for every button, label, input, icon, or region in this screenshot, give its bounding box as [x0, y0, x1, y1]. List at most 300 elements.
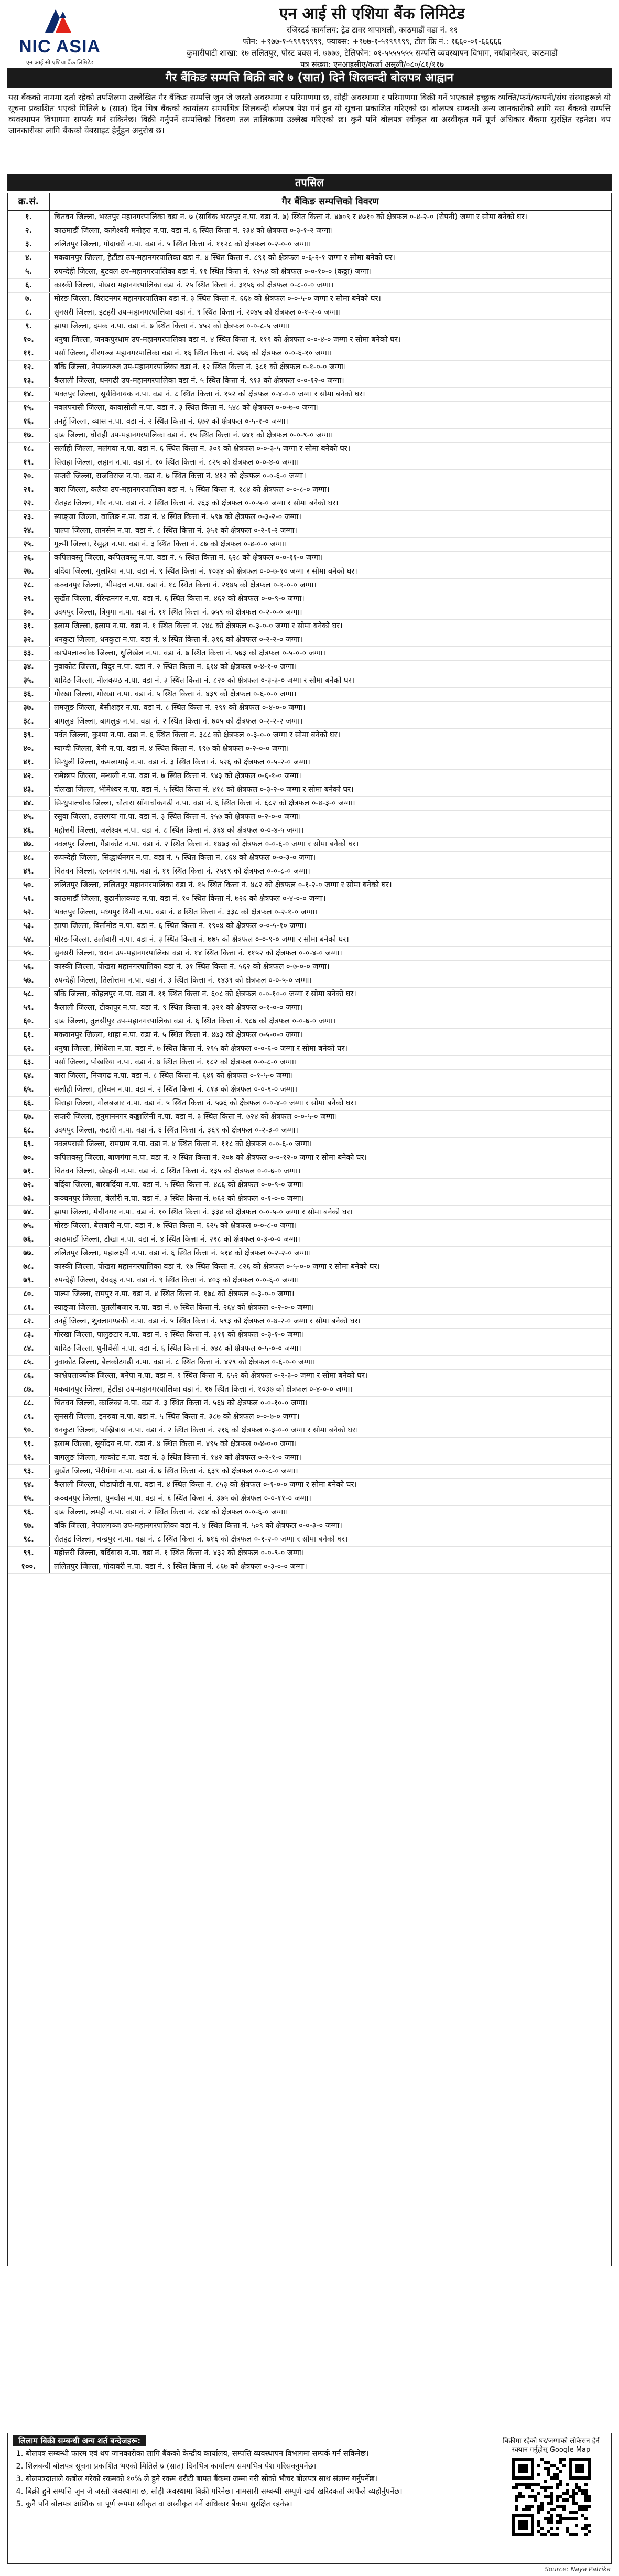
- table-row: [8, 606, 611, 620]
- row-description: उदयपुर जिल्ला, कटारी न.पा. वडा नं. ६ स्थित कित्ता नं. ३६९ को क्षेत्रफल ०-२-३-० जग्गा।: [54, 1126, 298, 1135]
- row-serial: ८०.: [8, 1288, 50, 1301]
- table-row: [8, 661, 611, 674]
- row-serial: ६७.: [8, 1111, 50, 1124]
- row-serial: १५.: [8, 402, 50, 415]
- table-row: [8, 1560, 611, 1574]
- table-row: [8, 715, 611, 729]
- row-serial: ८.: [8, 306, 50, 319]
- row-serial: ३१.: [8, 620, 50, 633]
- row-description: पर्वत जिल्ला, कुश्मा न.पा. वडा नं. ६ स्थित कित्ता नं. ३८८ को क्षेत्रफल ०-३-०-० जग्गा र सोमा बनेको घर।: [54, 731, 341, 739]
- table-row: [8, 633, 611, 647]
- row-description: काभ्रेपलाञ्चोक जिल्ला, धुलिखेल न.पा. वडा नं. ७ स्थित कित्ता नं. ५७३ को क्षेत्रफल ०-५-०-० जग्गा।: [54, 649, 326, 658]
- row-serial: ७३.: [8, 1192, 50, 1205]
- row-serial: ९८.: [8, 1533, 50, 1546]
- table-row: [8, 1479, 611, 1492]
- row-serial: ३०.: [8, 606, 50, 619]
- row-description: स्याङ्जा जिल्ला, वालिङ न.पा. वडा नं. ४ स्थित कित्ता नं. ५९७ को क्षेत्रफल ०-३-२-० जग्गा।: [54, 513, 301, 521]
- row-serial: ३८.: [8, 715, 50, 728]
- row-serial: ६५.: [8, 1083, 50, 1096]
- row-description: कास्की जिल्ला, पोखरा महानगरपालिका वडा नं. ३१ स्थित कित्ता नं. ५६२ को क्षेत्रफल ०-७-०-० जग्गा।: [54, 963, 330, 971]
- table-section-title: तपसिल: [7, 174, 612, 191]
- table-row: [8, 947, 611, 961]
- table-row: [8, 824, 611, 838]
- table-row: [8, 961, 611, 974]
- row-description: चितवन जिल्ला, खैरहनी न.पा. वडा नं. ८ स्थित कित्ता नं. १३५ को क्षेत्रफल ०-०-७-० जग्गा।: [54, 1167, 301, 1176]
- row-description: मोरङ जिल्ला, उर्लाबारी न.पा. वडा नं. ३ स्थित कित्ता नं. ७७५ को क्षेत्रफल ०-०-९-० जग्गा र सोमा बनेको घर।: [54, 935, 349, 944]
- row-serial: ५४.: [8, 933, 50, 946]
- row-serial: २८.: [8, 579, 50, 592]
- row-description: बारा जिल्ला, निजगढ न.पा. वडा नं. ८ स्थित कित्ता नं. ६४१ को क्षेत्रफल ०-१-५-० जग्गा।: [54, 1072, 294, 1080]
- table-row: [8, 1506, 611, 1519]
- row-serial: ५०.: [8, 879, 50, 892]
- row-serial: २.: [8, 224, 50, 238]
- table-row: [8, 1151, 611, 1165]
- table-row: [8, 443, 611, 456]
- row-description: ललितपुर जिल्ला, गोदावरी न.पा. वडा नं. ५ स्थित कित्ता नं. ११२८ को क्षेत्रफल ०-२-०-० जग्गा।: [54, 240, 311, 249]
- header: [0, 0, 619, 68]
- intro-paragraph: यस बैंकको नाममा दर्ता रहेको तपशिलमा उल्लेखित गैर बैंकिङ सम्पत्ति जुन जे जस्तो अवस्थामा र परिमाणमा छ, सोही अवस्थामा र परिमाणमा बिक्री गर्ने भएकाले इच्छुक व्यक्ति/फर्म/कम्पनी/संघ संस्थाहरूले यो सूचना प्रकाशित भएको मितिले ७ (सात) दिन भित्र बैंकको कार्यालय समयभित्र शिलबन्दी बोलपत्र पेश गर्न हुन यो सूचना प्रकाशित गरिएको छ। बोलपत्र सम्बन्धी अन्य जानकारीको लागि यस बैंकको सम्पत्ति व्यवस्थापन विभागमा सम्पर्क गर्न सकिनेछ। बिक्री गर्नुपर्ने सम्पत्तिको विवरण तल तालिकामा उल्लेख गरिएको छ। कुनै पनि बोलपत्र स्वीकृत वा अस्वीकृत गर्ने पूर्ण अधिकार बैंकमा सुरक्षित रहनेछ। थप जानकारीका लागि बैंकको वेबसाइट हेर्नुहुन अनुरोध छ।: [8, 93, 611, 135]
- table-row: [8, 933, 611, 947]
- row-description: ललितपुर जिल्ला, ललितपुर महानगरपालिका वडा नं. १५ स्थित कित्ता नं. ४८२ को क्षेत्रफल ०-१-२-० जग्गा र सोमा बनेको घर।: [54, 881, 392, 889]
- row-serial: ९५.: [8, 1492, 50, 1505]
- qr-code-icon[interactable]: [512, 2458, 591, 2536]
- table-row: [8, 511, 611, 524]
- row-description: मोरङ जिल्ला, विराटनगर महानगरपालिका वडा नं. ३ स्थित कित्ता नं. ६६७ को क्षेत्रफल ०-०-५-० जग्गा र सोमा बनेको घर।: [54, 295, 381, 303]
- row-serial: २०.: [8, 470, 50, 483]
- row-serial: ४७.: [8, 838, 50, 851]
- row-serial: ४५.: [8, 811, 50, 824]
- row-description: पाल्पा जिल्ला, रामपुर न.पा. वडा नं. ४ स्थित कित्ता नं. १७८ को क्षेत्रफल ०-३-०-० जग्गा।: [54, 1290, 295, 1298]
- row-description: दाङ जिल्ला, लमही न.पा. वडा नं. २ स्थित कित्ता नं. २८४ को क्षेत्रफल ०-०-६-० जग्गा।: [54, 1508, 288, 1516]
- row-serial: २६.: [8, 552, 50, 565]
- row-serial: ५८.: [8, 988, 50, 1001]
- row-description: पाल्पा जिल्ला, तानसेन न.पा. वडा नं. ८ स्थित कित्ता नं. ३५१ को क्षेत्रफल ०-२-१-२ जग्गा।: [54, 526, 297, 535]
- row-serial: ६.: [8, 279, 50, 292]
- row-serial: ७९.: [8, 1274, 50, 1287]
- row-description: दाङ जिल्ला, घोराही उप-महानगरपालिका वडा नं. १५ स्थित कित्ता नं. ७४१ को क्षेत्रफल ०-०-९-० जग्गा।: [54, 431, 333, 439]
- table-row: [8, 1465, 611, 1479]
- terms-item: 2. शिलबन्दी बोलपत्र सूचना प्रकाशित भएको मितिले ७ (सात) दिनभित्र कार्यालय समयभित्र पेश गरिसक्नुपर्नेछ।: [26, 2461, 485, 2472]
- row-description: धनकुटा जिल्ला, धनकुटा न.पा. वडा नं. ४ स्थित कित्ता नं. ३१६ को क्षेत्रफल ०-२-२-० जग्गा।: [54, 635, 303, 644]
- table-row: [8, 865, 611, 879]
- table-row: [8, 470, 611, 483]
- row-serial: ६०.: [8, 1015, 50, 1028]
- row-serial: ३६.: [8, 688, 50, 701]
- row-description: धनुषा जिल्ला, मिथिला न.पा. वडा नं. ७ स्थित कित्ता नं. २९५ को क्षेत्रफल ०-०-६-० जग्गा र सोमा बनेको घर।: [54, 1044, 347, 1053]
- row-serial: ११.: [8, 347, 50, 360]
- terms-item: 5. कुनै पनि बोलपत्र आंशिक वा पूर्ण रूपमा स्वीकृत वा अस्वीकृत गर्ने अधिकार बैंकमा सुरक्षित रहनेछ।: [26, 2499, 485, 2510]
- row-description: सुनसरी जिल्ला, इनरुवा न.पा. वडा नं. ५ स्थित कित्ता नं. ३८७ को क्षेत्रफल ०-०-७-० जग्गा।: [54, 1413, 300, 1421]
- table-row: [8, 1083, 611, 1097]
- row-description: सुनसरी जिल्ला, इटहरी उप-महानगरपालिका वडा नं. ९ स्थित कित्ता नं. २०४५ को क्षेत्रफल ०-१-२-० जग्गा।: [54, 308, 341, 317]
- table-row: [8, 674, 611, 688]
- row-serial: ५९.: [8, 1001, 50, 1015]
- row-description: भक्तपुर जिल्ला, सूर्यविनायक न.पा. वडा नं. ८ स्थित कित्ता नं. १५२ को क्षेत्रफल ०-४-०-० जग्गा र सोमा बनेको घर।: [54, 390, 365, 398]
- row-serial: १.: [8, 211, 50, 224]
- table-row: [8, 361, 611, 374]
- table-row: [8, 224, 611, 238]
- row-serial: ७४.: [8, 1206, 50, 1219]
- row-description: गोरखा जिल्ला, पालुङटार न.पा. वडा नं. २ स्थित कित्ता नं. ३११ को क्षेत्रफल ०-३-१-० जग्गा।: [54, 1331, 305, 1339]
- row-description: लमजुङ जिल्ला, बेसीशहर न.पा. वडा नं. ८ स्थित कित्ता नं. २९१ को क्षेत्रफल ०-४-०-० जग्गा।: [54, 704, 306, 712]
- row-serial: ८२.: [8, 1315, 50, 1328]
- table-row: [8, 333, 611, 347]
- row-description: रौतहट जिल्ला, गौर न.पा. वडा नं. २ स्थित कित्ता नं. २६३ को क्षेत्रफल ०-०-५-० जग्गा र सोमा बनेको घर।: [54, 499, 339, 508]
- logo-tagline: एन आई सी एशिया बैंक लिमिटेड: [26, 59, 94, 66]
- table-row: [8, 306, 611, 320]
- row-description: नवलपरासी जिल्ला, रामग्राम न.पा. वडा नं. ४ स्थित कित्ता नं. ११८ को क्षेत्रफल ०-०-६-० जग्गा।: [54, 1140, 312, 1148]
- row-serial: २७.: [8, 565, 50, 578]
- row-serial: २५.: [8, 538, 50, 551]
- row-description: सप्तरी जिल्ला, राजविराज न.पा. वडा नं. ७ स्थित कित्ता नं. ४१२ को क्षेत्रफल ०-०-६-० जग्गा।: [54, 472, 306, 480]
- table-row: [8, 1342, 611, 1356]
- row-serial: ९७.: [8, 1519, 50, 1533]
- table-row: [8, 797, 611, 811]
- table-row: [8, 1397, 611, 1410]
- table-row: [8, 538, 611, 552]
- notice-title: गैर बैंकिङ सम्पत्ति बिक्री बारे ७ (सात) दिने शिलबन्दी बोलपत्र आह्वान: [7, 68, 612, 88]
- row-serial: ७१.: [8, 1165, 50, 1178]
- table-row: [8, 211, 611, 224]
- row-description: चितवन जिल्ला, कालिका न.पा. वडा नं. ३ स्थित कित्ता नं. ५६४ को क्षेत्रफल ०-०-१०-० जग्गा।: [54, 1399, 308, 1407]
- row-description: नुवाकोट जिल्ला, बेलकोटगढी न.पा. वडा नं. ८ स्थित कित्ता नं. ४२९ को क्षेत्रफल ०-६-०-० जग्गा।: [54, 1358, 316, 1366]
- row-serial: १३.: [8, 374, 50, 387]
- table-row: [8, 565, 611, 579]
- table-row: [8, 1260, 611, 1274]
- table-row: [8, 702, 611, 715]
- row-description: झापा जिल्ला, मेचीनगर न.पा. वडा नं. १० स्थित कित्ता नं. ३३४ को क्षेत्रफल ०-०-५-० जग्गा र सोमा बनेको घर।: [54, 1208, 353, 1216]
- table-row: [8, 756, 611, 770]
- row-serial: २१.: [8, 483, 50, 497]
- row-description: सुनसरी जिल्ला, धरान उप-महानगरपालिका वडा नं. १४ स्थित कित्ता नं. ११५२ को क्षेत्रफल ०-०-४-० जग्गा।: [54, 949, 342, 957]
- header-description: गैर बैंकिङ सम्पत्तिको विवरण: [281, 196, 379, 207]
- row-serial: ६६.: [8, 1097, 50, 1110]
- row-description: रुपन्देही जिल्ला, तिलोत्तमा न.पा. वडा नं. ३ स्थित कित्ता नं. १४३९ को क्षेत्रफल ०-०-५-० जग्गा।: [54, 976, 312, 985]
- bank-name: एन आई सी एशिया बैंक लिमिटेड: [279, 5, 465, 23]
- table-row: [8, 1042, 611, 1056]
- row-description: महोत्तरी जिल्ला, जलेश्वर न.पा. वडा नं. ८ स्थित कित्ता नं. ३६४ को क्षेत्रफल ०-०-४-५ जग्गा।: [54, 826, 304, 835]
- terms-list: [13, 2449, 485, 2510]
- row-description: कास्की जिल्ला, पोखरा महानगरपालिका वडा नं. १७ स्थित कित्ता नं. ८२६ को क्षेत्रफल ०-५-०-० जग्गा र सोमा बनेको घर।: [54, 1263, 380, 1271]
- row-serial: ७२.: [8, 1179, 50, 1192]
- row-description: सर्लाही जिल्ला, हरिवन न.पा. वडा नं. २ स्थित कित्ता नं. ८१३ को क्षेत्रफल ०-०-९-० जग्गा।: [54, 1085, 298, 1094]
- row-description: इलाम जिल्ला, सूर्योदय न.पा. वडा नं. ४ स्थित कित्ता नं. ४९५ को क्षेत्रफल ०-४-०-० जग्गा।: [54, 1440, 297, 1448]
- row-serial: ९१.: [8, 1438, 50, 1451]
- table-row: [8, 838, 611, 852]
- table-row: [8, 1438, 611, 1451]
- row-serial: ६३.: [8, 1056, 50, 1069]
- row-description: रुपन्देही जिल्ला, देवदह न.पा. वडा नं. ९ स्थित कित्ता नं. ४०३ को क्षेत्रफल ०-०-६-० जग्गा।: [54, 1276, 299, 1285]
- row-description: रसुवा जिल्ला, उत्तरगया गा.पा. वडा नं. ३ स्थित कित्ता नं. २५७ को क्षेत्रफल ०-२-०-० जग्गा।: [54, 813, 301, 821]
- row-serial: १८.: [8, 443, 50, 456]
- table-row: [8, 1451, 611, 1465]
- table-row: [8, 347, 611, 361]
- table-row: [8, 1315, 611, 1329]
- table-row: [8, 483, 611, 497]
- bank-reference-line: पत्र संख्या: एनआइसीए/कर्जा असुली/०८०/८१/११७: [300, 60, 444, 69]
- terms-item: 1. बोलपत्र सम्बन्धी फारम एवं थप जानकारीका लागि बैंकको केन्द्रीय कार्यालय, सम्पत्ति व्यवस्थापन विभागमा सम्पर्क गर्न सकिनेछ।: [26, 2449, 485, 2460]
- row-serial: २२.: [8, 497, 50, 510]
- table-row: [8, 1547, 611, 1560]
- row-description: उदयपुर जिल्ला, त्रियुगा न.पा. वडा नं. ११ स्थित कित्ता नं. ७५९ को क्षेत्रफल ०-२-०-० जग्गा।: [54, 608, 302, 617]
- row-serial: ३९.: [8, 729, 50, 742]
- row-description: महोत्तरी जिल्ला, बर्दिबास न.पा. वडा नं. १ स्थित कित्ता नं. ४३२ को क्षेत्रफल ०-०-९-० जग्गा।: [54, 1549, 305, 1557]
- table-row: [8, 279, 611, 293]
- row-description: मकवानपुर जिल्ला, थाहा न.पा. वडा नं. ५ स्थित कित्ता नं. ४७३ को क्षेत्रफल ०-५-०-० जग्गा।: [54, 1031, 303, 1039]
- table-row: [8, 742, 611, 756]
- row-description: कैलाली जिल्ला, धनगढी उप-महानगरपालिका वडा नं. ५ स्थित कित्ता नं. ९१३ को क्षेत्रफल ०-०-१२-० जग्गा।: [54, 376, 344, 385]
- row-serial: ८७.: [8, 1383, 50, 1396]
- table-row: [8, 320, 611, 333]
- table-row: [8, 579, 611, 592]
- row-description: कपिलवस्तु जिल्ला, बाणगंगा न.पा. वडा नं. २ स्थित कित्ता नं. २०७ को क्षेत्रफल ०-०-१२-० जग्गा र सोमा बनेको घर।: [54, 1154, 367, 1162]
- row-serial: ७.: [8, 293, 50, 306]
- row-description: नवलपरासी जिल्ला, कावासोती न.पा. वडा नं. ३ स्थित कित्ता नं. ५४८ को क्षेत्रफल ०-०-७-० जग्गा।: [54, 404, 319, 412]
- row-serial: ४.: [8, 252, 50, 265]
- row-description: सिराहा जिल्ला, गोलबजार न.पा. वडा नं. ५ स्थित कित्ता नं. ५७६ को क्षेत्रफल ०-०-४-० जग्गा र सोमा बनेको घर।: [54, 1099, 357, 1107]
- row-description: धनुषा जिल्ला, जनकपुरधाम उप-महानगरपालिका वडा नं. ४ स्थित कित्ता नं. ११९ को क्षेत्रफल ०-०-४-० जग्गा र सोमा बनेको घर।: [54, 336, 401, 344]
- row-serial: ८१.: [8, 1301, 50, 1314]
- row-description: धादिङ जिल्ला, नीलकण्ठ न.पा. वडा नं. ३ स्थित कित्ता नं. ८२० को क्षेत्रफल ०-३-३-० जग्गा र सोमा बनेको घर।: [54, 676, 355, 685]
- row-description: कैलाली जिल्ला, टीकापुर न.पा. वडा नं. ९ स्थित कित्ता नं. ३२१ को क्षेत्रफल ०-१-०-० जग्गा।: [54, 1004, 303, 1012]
- terms-item: 4. बिक्री हुने सम्पत्ति जुन जे जस्तो अवस्थामा छ, सोही अवस्थामा बिक्री गरिनेछ। नामसारी सम्बन्धी सम्पूर्ण खर्च खरिदकर्ता आफैंले व्यहोर्नुपर्नेछ।: [26, 2486, 485, 2497]
- table-row: [8, 920, 611, 933]
- row-description: ललितपुर जिल्ला, महालक्ष्मी न.पा. वडा नं. ६ स्थित कित्ता नं. ५१४ को क्षेत्रफल ०-२-२-० जग्गा।: [54, 1249, 311, 1257]
- row-description: सर्लाही जिल्ला, मलंगवा न.पा. वडा नं. ६ स्थित कित्ता नं. ३०९ को क्षेत्रफल ०-०-३-५ जग्गा र सोमा बनेको घर।: [54, 445, 351, 453]
- table-row: [8, 456, 611, 470]
- row-description: कञ्चनपुर जिल्ला, बेलौरी न.पा. वडा नं. ३ स्थित कित्ता नं. ७६२ को क्षेत्रफल ०-१-०-० जग्गा।: [54, 1194, 304, 1203]
- row-serial: ८३.: [8, 1329, 50, 1342]
- row-serial: ५२.: [8, 906, 50, 919]
- row-description: बाँके जिल्ला, कोहलपुर न.पा. वडा नं. ११ स्थित कित्ता नं. ६०८ को क्षेत्रफल ०-०-१०-० जग्गा र सोमा बनेको घर।: [54, 990, 356, 998]
- table-row: [8, 688, 611, 702]
- row-serial: ३७.: [8, 702, 50, 715]
- table-row: [8, 1383, 611, 1397]
- bank-branch-line: कुमारीपाटी शाखा: १७ ललितपुर, पोस्ट बक्स नं. ७७७७, टेलिफोन: ०१-५५५५५५५ सम्पत्ति व्यवस्थापन विभाग, नयाँबानेश्वर, काठमाडौं: [187, 48, 558, 58]
- table-row: [8, 1015, 611, 1029]
- row-serial: ४१.: [8, 756, 50, 769]
- table-row: [8, 1247, 611, 1260]
- row-description: कञ्चनपुर जिल्ला, पुनर्वास न.पा. वडा नं. ६ स्थित कित्ता नं. ३७५ को क्षेत्रफल ०-०-११-० जग्गा।: [54, 1494, 311, 1503]
- row-serial: ९९.: [8, 1547, 50, 1560]
- row-description: भक्तपुर जिल्ला, मध्यपुर थिमी न.पा. वडा नं. ४ स्थित कित्ता नं. ३३८ को क्षेत्रफल ०-२-१-० जग्गा।: [54, 908, 318, 917]
- row-serial: ५.: [8, 265, 50, 278]
- table-row: [8, 892, 611, 906]
- row-serial: ९.: [8, 320, 50, 333]
- row-serial: १६.: [8, 415, 50, 428]
- terms-list-box: [8, 2433, 491, 2563]
- row-serial: ३५.: [8, 674, 50, 687]
- row-serial: ३२.: [8, 633, 50, 646]
- row-serial: ७८.: [8, 1260, 50, 1274]
- row-description: म्याग्दी जिल्ला, बेनी न.पा. वडा नं. ४ स्थित कित्ता नं. १९७ को क्षेत्रफल ०-२-०-० जग्गा।: [54, 745, 289, 753]
- table-row: [8, 1001, 611, 1015]
- row-description: दोलखा जिल्ला, भीमेश्वर न.पा. वडा नं. ५ स्थित कित्ता नं. ४१८ को क्षेत्रफल ०-३-२-० जग्गा र सोमा बनेको घर।: [54, 785, 354, 794]
- row-description: नुवाकोट जिल्ला, विदुर न.पा. वडा नं. २ स्थित कित्ता नं. ६१४ को क्षेत्रफल ०-४-१-० जग्गा।: [54, 663, 297, 671]
- row-description: सिन्धुपाल्चोक जिल्ला, चौतारा साँगाचोकगढी न.पा. वडा नं. ६ स्थित कित्ता नं. ६८२ को क्षेत्रफल ०-४-३-० जग्गा।: [54, 799, 355, 807]
- row-description: पर्सा जिल्ला, वीरगञ्ज महानगरपालिका वडा नं. १६ स्थित कित्ता नं. २७६ को क्षेत्रफल ०-०-६-१० जग्गा।: [54, 349, 332, 358]
- table-row: [8, 770, 611, 783]
- table-row: [8, 1492, 611, 1506]
- bank-address-line: रजिस्टर्ड कार्यालय: ट्रेड टावर थापाथली, काठमाडौं वडा नं. ११: [286, 25, 458, 35]
- row-description: काठमाडौं जिल्ला, बुढानीलकण्ठ न.पा. वडा नं. १० स्थित कित्ता नं. ७२६ को क्षेत्रफल ०-४-०-० जग्गा।: [54, 894, 326, 903]
- table-row: [8, 252, 611, 265]
- table-row: [8, 293, 611, 306]
- row-description: झापा जिल्ला, बिर्तामोड न.पा. वडा नं. ६ स्थित कित्ता नं. १९०४ को क्षेत्रफल ०-०-५-१० जग्गा।: [54, 922, 307, 930]
- table-row: [8, 988, 611, 1001]
- terms-section: [7, 2433, 612, 2564]
- row-description: गोरखा जिल्ला, गोरखा न.पा. वडा नं. ५ स्थित कित्ता नं. ४३९ को क्षेत्रफल ०-६-०-० जग्गा।: [54, 690, 297, 698]
- table-row: [8, 1410, 611, 1424]
- row-description: बारा जिल्ला, कलैया उप-महानगरपालिका वडा नं. ५ स्थित कित्ता नं. १८४ को क्षेत्रफल ०-०-८-० जग्गा।: [54, 486, 330, 494]
- row-serial: ७५.: [8, 1220, 50, 1233]
- row-description: इलाम जिल्ला, इलाम न.पा. वडा नं. १ स्थित कित्ता नं. २४८ को क्षेत्रफल ०-३-०-० जग्गा र सोमा बनेको घर।: [54, 622, 343, 630]
- terms-item: 3. बोलपत्रदाताले कबोल गरेको रकमको १०% ले हुने रकम धरौटी बापत बैंकमा जम्मा गरी सोको भौचर बोलपत्र साथ संलग्न गर्नुपर्नेछ।: [26, 2474, 485, 2485]
- row-description: तनहुँ जिल्ला, शुक्लागण्डकी न.पा. वडा नं. ५ स्थित कित्ता नं. ५९३ को क्षेत्रफल ०-४-२-० जग्गा र सोमा बनेको घर।: [54, 1317, 361, 1325]
- row-description: बागलुङ जिल्ला, गल्कोट न.पा. वडा नं. ३ स्थित कित्ता नं. १४२ को क्षेत्रफल ०-२-१-० जग्गा।: [54, 1453, 301, 1462]
- table-row: [8, 1111, 611, 1124]
- row-description: मोरङ जिल्ला, बेलबारी न.पा. वडा नं. ७ स्थित कित्ता नं. ६२५ को क्षेत्रफल ०-०-८-० जग्गा।: [54, 1222, 297, 1230]
- row-serial: ५६.: [8, 961, 50, 974]
- table-row: [8, 374, 611, 388]
- row-serial: २४.: [8, 524, 50, 537]
- table-row: [8, 1301, 611, 1315]
- row-serial: १७.: [8, 429, 50, 442]
- table-row: [8, 1056, 611, 1070]
- table-row: [8, 1070, 611, 1083]
- table-row: [8, 1233, 611, 1247]
- row-description: रामेछाप जिल्ला, मन्थली न.पा. वडा नं. ७ स्थित कित्ता नं. ९४३ को क्षेत्रफल ०-६-१-० जग्गा।: [54, 772, 301, 780]
- row-serial: ३४.: [8, 661, 50, 674]
- row-description: चितवन जिल्ला, भरतपुर महानगरपालिका वडा नं. ७ (साबिक भरतपुर न.पा. वडा नं. ७) स्थित कित्ता नं. ४७०९ र ४७१० को क्षेत्रफल ०-४-२-० (रोपनी) जग्गा र सोमा बनेको घर।: [54, 213, 528, 221]
- row-description: बर्दिया जिल्ला, गुलरिया न.पा. वडा नं. ९ स्थित कित्ता नं. १०३४ को क्षेत्रफल ०-०-७-१० जग्गा र सोमा बनेको घर।: [54, 567, 357, 576]
- row-serial: ८४.: [8, 1342, 50, 1355]
- row-serial: ४९.: [8, 865, 50, 878]
- table-row: [8, 1124, 611, 1138]
- table-row: [8, 811, 611, 824]
- row-description: सिराहा जिल्ला, लहान न.पा. वडा नं. १० स्थित कित्ता नं. ८२५ को क्षेत्रफल ०-०-४-० जग्गा।: [54, 458, 299, 467]
- row-serial: ९२.: [8, 1451, 50, 1464]
- row-description: सिन्धुली जिल्ला, कमलामाई न.पा. वडा नं. ३ स्थित कित्ता नं. ५२६ को क्षेत्रफल ०-५-२-० जग्गा।: [54, 758, 310, 767]
- qr-section: [491, 2433, 611, 2563]
- table-row: [8, 1192, 611, 1206]
- row-description: मकवानपुर जिल्ला, हेटौंडा उप-महानगरपालिका वडा नं. ४ स्थित कित्ता नं. ८९१ को क्षेत्रफल ०-६-२-१ जग्गा र सोमा बनेको घर।: [54, 254, 395, 262]
- table-row: [8, 1138, 611, 1151]
- row-description: कपिलवस्तु जिल्ला, कपिलवस्तु न.पा. वडा नं. ५ स्थित कित्ता नं. ६२८ को क्षेत्रफल ०-०-११-० जग्गा।: [54, 554, 323, 562]
- table-row: [8, 415, 611, 429]
- row-serial: ४०.: [8, 742, 50, 756]
- row-description: कञ्चनपुर जिल्ला, भीमदत्त न.पा. वडा नं. १८ स्थित कित्ता नं. २१४५ को क्षेत्रफल ०-१-०-० जग्गा।: [54, 581, 317, 589]
- row-serial: ६८.: [8, 1124, 50, 1137]
- row-serial: ५७.: [8, 974, 50, 987]
- table-row: [8, 1519, 611, 1533]
- row-description: बागलुङ जिल्ला, बागलुङ न.पा. वडा नं. २ स्थित कित्ता नं. ७०५ को क्षेत्रफल ०-२-२-२ जग्गा।: [54, 717, 303, 726]
- row-serial: ६२.: [8, 1042, 50, 1055]
- row-serial: ३३.: [8, 647, 50, 660]
- row-serial: ९६.: [8, 1506, 50, 1519]
- row-serial: २९.: [8, 592, 50, 606]
- table-row: [8, 1274, 611, 1288]
- table-row: [8, 1356, 611, 1370]
- row-description: रुपन्देही जिल्ला, बुटवल उप-महानगरपालिका वडा नं. ११ स्थित कित्ता नं. १२५४ को क्षेत्रफल ०-०-१०-० (कठ्ठा) जग्गा।: [54, 267, 372, 276]
- row-description: झापा जिल्ला, दमक न.पा. वडा नं. ७ स्थित कित्ता नं. ४५२ को क्षेत्रफल ०-०-८-५ जग्गा।: [54, 322, 290, 330]
- table-row: [8, 906, 611, 920]
- row-description: ललितपुर जिल्ला, गोदावरी न.पा. वडा नं. ९ स्थित कित्ता नं. ८६७ को क्षेत्रफल ०-३-०-० जग्गा।: [54, 1562, 307, 1571]
- row-serial: ७६.: [8, 1233, 50, 1246]
- table-row: [8, 1533, 611, 1547]
- row-description: पर्सा जिल्ला, पोखरिया न.पा. वडा नं. ४ स्थित कित्ता नं. १८२ को क्षेत्रफल ०-०-८-० जग्गा।: [54, 1058, 297, 1066]
- row-description: काठमाडौं जिल्ला, कागेश्वरी मनोहरा न.पा. वडा नं. ६ स्थित कित्ता नं. २३४ को क्षेत्रफल ०-३-१-२ जग्गा।: [54, 227, 333, 235]
- row-description: धादिङ जिल्ला, धुनीबेंसी न.पा. वडा नं. ६ स्थित कित्ता नं. ७४८ को क्षेत्रफल ०-५-०-० जग्गा।: [54, 1344, 301, 1353]
- table-row: [8, 1029, 611, 1042]
- row-serial: ७७.: [8, 1247, 50, 1260]
- row-serial: ६९.: [8, 1138, 50, 1151]
- row-description: बाँके जिल्ला, नेपालगञ्ज उप-महानगरपालिका वडा नं. १२ स्थित कित्ता नं. ३८१ को क्षेत्रफल ०-१-०-० जग्गा।: [54, 363, 346, 371]
- table-row: [8, 1288, 611, 1301]
- row-serial: ६४.: [8, 1070, 50, 1083]
- nic-asia-logo-icon: [40, 6, 77, 36]
- row-serial: ८६.: [8, 1370, 50, 1383]
- table-row: [8, 852, 611, 865]
- qr-caption: बिक्रीमा रहेको घर/जग्गाको लोकेसन हेर्न स्क्यान गर्नुहोस् Google Map: [503, 2437, 600, 2454]
- table-row: [8, 238, 611, 252]
- row-description: सुर्खेत जिल्ला, वीरेन्द्रनगर न.पा. वडा नं. ६ स्थित कित्ता नं. ४६२ को क्षेत्रफल ०-०-९-० जग्गा।: [54, 595, 305, 603]
- table-row: [8, 1206, 611, 1220]
- row-serial: ८८.: [8, 1397, 50, 1410]
- row-description: नवलपुर जिल्ला, गैंडाकोट न.पा. वडा नं. २ स्थित कित्ता नं. १४७३ को क्षेत्रफल ०-०-६-० जग्गा र सोमा बनेको घर।: [54, 840, 359, 848]
- bank-logo: [7, 4, 112, 66]
- table-row: [8, 1097, 611, 1111]
- logo-text: NIC ASIA: [19, 37, 101, 57]
- table-row: [8, 1179, 611, 1192]
- row-serial: ४३.: [8, 783, 50, 796]
- table-row: [8, 592, 611, 606]
- row-serial: ४८.: [8, 852, 50, 865]
- row-description: सप्तरी जिल्ला, हनुमाननगर कङ्कालिनी न.पा. वडा नं. ३ स्थित कित्ता नं. ७२४ को क्षेत्रफल ०-०-५-० जग्गा।: [54, 1113, 338, 1121]
- table-row: [8, 524, 611, 538]
- row-serial: १२.: [8, 361, 50, 374]
- table-row: [8, 1424, 611, 1438]
- table-row: [8, 729, 611, 742]
- row-serial: १०.: [8, 333, 50, 347]
- row-serial: ५१.: [8, 892, 50, 906]
- row-description: बर्दिया जिल्ला, बारबर्दिया न.पा. वडा नं. ५ स्थित कित्ता नं. ४८६ को क्षेत्रफल ०-०-९-० जग्गा।: [54, 1181, 305, 1189]
- row-serial: ८५.: [8, 1356, 50, 1369]
- table-header: [7, 193, 612, 211]
- table-row: [8, 783, 611, 797]
- row-serial: ४२.: [8, 770, 50, 783]
- table-row: [8, 552, 611, 565]
- property-table: [7, 211, 612, 2266]
- row-description: चितवन जिल्ला, रत्ननगर न.पा. वडा नं. ११ स्थित कित्ता नं. २५१९ को क्षेत्रफल ०-०-८-० जग्गा।: [54, 867, 310, 876]
- row-serial: ५५.: [8, 947, 50, 960]
- source-credit: Source: Naya Patrika: [545, 2566, 611, 2573]
- table-row: [8, 620, 611, 633]
- row-description: बाँके जिल्ला, नेपालगञ्ज उप-महानगरपालिका वडा नं. ४ स्थित कित्ता नं. ५०९ को क्षेत्रफल ०-०-३-० जग्गा।: [54, 1522, 342, 1530]
- row-description: कैलाली जिल्ला, घोडाघोडी न.पा. वडा नं. ४ स्थित कित्ता नं. ८५३ को क्षेत्रफल ०-१-०-० जग्गा र सोमा बनेको घर।: [54, 1481, 357, 1489]
- row-serial: ४६.: [8, 824, 50, 837]
- table-row: [8, 497, 611, 511]
- table-row: [8, 265, 611, 279]
- row-serial: २३.: [8, 511, 50, 524]
- row-description: गुल्मी जिल्ला, रेसुङ्गा न.पा. वडा नं. ३ स्थित कित्ता नं. ८७ को क्षेत्रफल ०-४-०-० जग्गा।: [54, 540, 287, 548]
- row-description: सुर्खेत जिल्ला, भेरीगंगा न.पा. वडा नं. ७ स्थित कित्ता नं. ६३९ को क्षेत्रफल ०-०-८-० जग्गा।: [54, 1467, 298, 1475]
- table-row: [8, 1220, 611, 1233]
- row-description: स्याङ्जा जिल्ला, पुतलीबजार न.पा. वडा नं. ७ स्थित कित्ता नं. २६४ को क्षेत्रफल ०-२-०-० जग्गा।: [54, 1303, 314, 1312]
- row-serial: ५३.: [8, 920, 50, 933]
- row-serial: ८९.: [8, 1410, 50, 1424]
- table-row: [8, 879, 611, 892]
